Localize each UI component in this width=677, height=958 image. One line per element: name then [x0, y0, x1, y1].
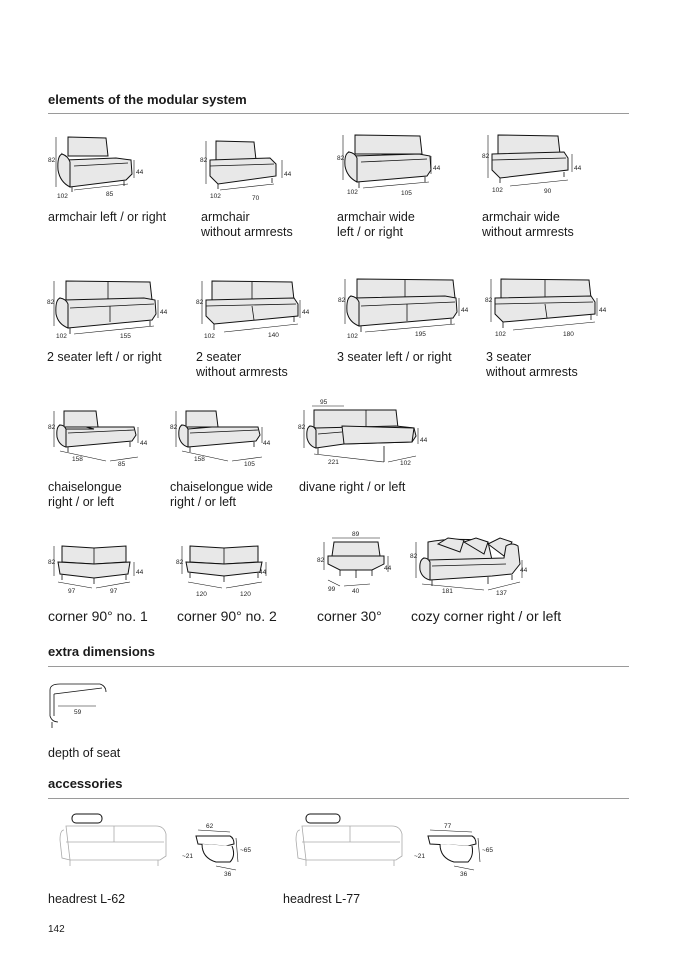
svg-text:44: 44 — [140, 440, 148, 447]
caption-chaise-wide: chaiselongue wide right / or left — [170, 480, 273, 509]
svg-text:44: 44 — [136, 169, 144, 176]
svg-text:44: 44 — [136, 569, 144, 576]
svg-text:82: 82 — [298, 424, 306, 431]
svg-text:82: 82 — [48, 157, 56, 164]
caption-cozy: cozy corner right / or left — [411, 608, 562, 624]
svg-text:62: 62 — [206, 823, 214, 830]
svg-text:195: 195 — [415, 331, 426, 338]
svg-text:102: 102 — [495, 331, 506, 338]
svg-text:44: 44 — [259, 569, 267, 576]
svg-text:44: 44 — [574, 165, 582, 172]
svg-text:82: 82 — [48, 424, 56, 431]
svg-text:~65: ~65 — [482, 847, 494, 854]
section-title-extra: extra dimensions — [48, 644, 155, 659]
two-seater-noarm-drawing — [194, 276, 324, 346]
section-title-accessories: accessories — [48, 776, 123, 791]
svg-text:82: 82 — [410, 553, 418, 560]
svg-text:180: 180 — [563, 331, 574, 338]
headrest-l62-detail-drawing — [180, 822, 260, 882]
chaise-wide-drawing — [168, 405, 278, 473]
armchair-wide-lr-drawing — [335, 132, 445, 202]
two-seater-lr-drawing — [44, 276, 174, 346]
armchair-lr-drawing — [46, 132, 146, 202]
svg-text:44: 44 — [384, 565, 392, 572]
svg-text:44: 44 — [160, 309, 168, 316]
svg-text:82: 82 — [317, 557, 325, 564]
svg-text:70: 70 — [252, 195, 260, 202]
svg-text:102: 102 — [56, 333, 67, 340]
svg-text:89: 89 — [352, 531, 360, 538]
svg-text:82: 82 — [338, 297, 346, 304]
svg-text:44: 44 — [520, 567, 528, 574]
svg-text:221: 221 — [328, 459, 339, 466]
chaise-drawing — [46, 405, 156, 473]
svg-text:82: 82 — [200, 157, 208, 164]
corner30-drawing — [314, 530, 404, 600]
svg-text:102: 102 — [204, 333, 215, 340]
svg-text:44: 44 — [420, 437, 428, 444]
svg-text:~65: ~65 — [240, 847, 252, 854]
svg-text:44: 44 — [599, 307, 607, 314]
corner2-drawing — [174, 540, 284, 604]
caption-armchair-noarm: armchair without armrests — [201, 210, 293, 239]
svg-text:97: 97 — [110, 588, 118, 595]
svg-text:82: 82 — [482, 153, 490, 160]
svg-text:40: 40 — [352, 588, 360, 595]
svg-text:137: 137 — [496, 590, 507, 597]
caption-armchair-wide-noarm: armchair wide without armrests — [482, 210, 574, 239]
svg-text:102: 102 — [210, 193, 221, 200]
svg-text:85: 85 — [118, 461, 126, 468]
svg-text:120: 120 — [240, 591, 251, 598]
caption-three-seater-lr: 3 seater left / or right — [337, 350, 452, 364]
svg-text:102: 102 — [347, 333, 358, 340]
three-seater-noarm-drawing — [483, 276, 623, 346]
svg-text:102: 102 — [347, 189, 358, 196]
caption-armchair-lr: armchair left / or right — [48, 210, 167, 224]
svg-text:82: 82 — [170, 424, 178, 431]
svg-text:82: 82 — [337, 155, 345, 162]
depth-of-seat-drawing — [44, 680, 114, 736]
svg-text:102: 102 — [400, 460, 411, 467]
armchair-wide-noarm-drawing — [480, 132, 590, 202]
svg-text:105: 105 — [401, 190, 412, 197]
section-divider — [48, 666, 629, 667]
svg-text:155: 155 — [120, 333, 131, 340]
section-title-modular: elements of the modular system — [48, 92, 247, 107]
svg-text:82: 82 — [485, 297, 493, 304]
caption-armchair-wide-lr: armchair wide left / or right — [337, 210, 415, 239]
caption-corner1: corner 90° no. 1 — [48, 608, 148, 624]
svg-text:158: 158 — [72, 456, 83, 463]
svg-text:44: 44 — [284, 171, 292, 178]
caption-depth-of-seat: depth of seat — [48, 746, 121, 760]
svg-text:181: 181 — [442, 588, 453, 595]
svg-text:44: 44 — [461, 307, 469, 314]
caption-corner2: corner 90° no. 2 — [177, 608, 277, 624]
caption-three-seater-noarm: 3 seater without armrests — [486, 350, 578, 379]
svg-text:~21: ~21 — [182, 853, 194, 860]
section-divider — [48, 113, 629, 114]
svg-text:36: 36 — [460, 871, 468, 878]
svg-text:36: 36 — [224, 871, 232, 878]
svg-text:~21: ~21 — [414, 853, 426, 860]
svg-text:140: 140 — [268, 332, 279, 339]
svg-text:102: 102 — [57, 193, 68, 200]
svg-text:102: 102 — [492, 187, 503, 194]
svg-text:44: 44 — [263, 440, 271, 447]
svg-text:82: 82 — [196, 299, 204, 306]
svg-text:44: 44 — [433, 165, 441, 172]
three-seater-lr-drawing — [335, 276, 475, 346]
caption-divane: divane right / or left — [299, 480, 406, 494]
section-divider — [48, 798, 629, 799]
divane-drawing — [296, 396, 436, 470]
svg-text:95: 95 — [320, 399, 328, 406]
caption-headrest-l62: headrest L-62 — [48, 892, 126, 906]
caption-chaise: chaiselongue right / or left — [48, 480, 122, 509]
armchair-noarm-drawing — [196, 134, 296, 204]
svg-text:44: 44 — [302, 309, 310, 316]
svg-text:85: 85 — [106, 191, 114, 198]
svg-text:82: 82 — [176, 559, 184, 566]
cozy-drawing — [408, 534, 538, 600]
caption-corner30: corner 30° — [317, 608, 382, 624]
headrest-l77-detail-drawing — [410, 822, 500, 882]
caption-two-seater-noarm: 2 seater without armrests — [196, 350, 288, 379]
svg-text:120: 120 — [196, 591, 207, 598]
svg-text:59: 59 — [74, 709, 82, 716]
svg-text:82: 82 — [48, 559, 56, 566]
svg-text:77: 77 — [444, 823, 452, 830]
caption-headrest-l77: headrest L-77 — [283, 892, 361, 906]
svg-text:97: 97 — [68, 588, 76, 595]
svg-text:105: 105 — [244, 461, 255, 468]
page-number: 142 — [48, 924, 65, 935]
caption-two-seater-lr: 2 seater left / or right — [47, 350, 162, 364]
headrest-l62-sofa-drawing — [56, 812, 176, 872]
headrest-l77-sofa-drawing — [292, 812, 412, 872]
svg-text:158: 158 — [194, 456, 205, 463]
corner1-drawing — [46, 540, 156, 604]
svg-text:90: 90 — [544, 188, 552, 195]
svg-text:82: 82 — [47, 299, 55, 306]
svg-text:99: 99 — [328, 586, 336, 593]
